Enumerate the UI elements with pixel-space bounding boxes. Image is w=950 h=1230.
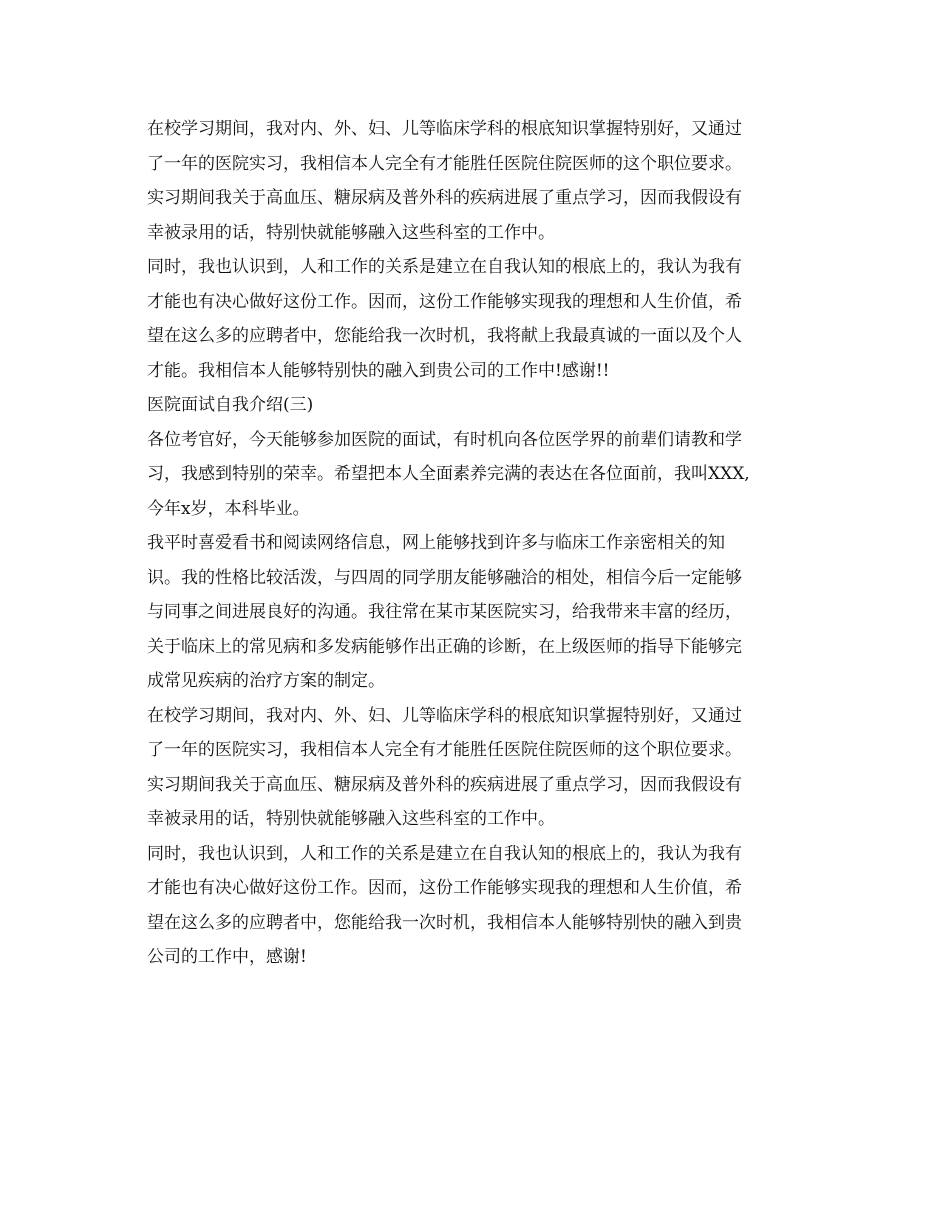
text-line: 今年x岁，本科毕业。 — [147, 498, 310, 519]
text-line: 识。我的性格比较活泼，与四周的同学朋友能够融洽的相处，相信今后一定能够 — [147, 567, 742, 588]
text-line: 成常见疾病的治疗方案的制定。 — [147, 671, 385, 691]
text-line: 同时，我也认识到，人和工作的关系是建立在自我认知的根底上的，我认为我有 — [147, 257, 742, 277]
text-line: 才能也有决心做好这份工作。因而，这份工作能够实现我的理想和人生价值，希 — [147, 878, 742, 898]
text-line: 关于临床上的常见病和多发病能够作出正确的诊断，在上级医师的指导下能够完 — [147, 636, 742, 657]
text-line: 同时，我也认识到，人和工作的关系是建立在自我认知的根底上的，我认为我有 — [147, 843, 742, 864]
text-line: 才能。我相信本人能够特别快的融入到贵公司的工作中!感谢!! — [147, 360, 610, 381]
text-line: 望在这么多的应聘者中，您能给我一次时机，我相信本人能够特别快的融入到贵 — [147, 912, 742, 933]
text-line: 幸被录用的话，特别快就能够融入这些科室的工作中。 — [147, 222, 555, 243]
text-line: 在校学习期间，我对内、外、妇、儿等临床学科的根底知识掌握特别好，又通过 — [147, 119, 742, 139]
text-line: 在校学习期间，我对内、外、妇、儿等临床学科的根底知识掌握特别好，又通过 — [147, 705, 742, 726]
text-line: 与同事之间进展良好的沟通。我往常在某市某医院实习，给我带来丰富的经历， — [147, 602, 742, 622]
text-line: 公司的工作中，感谢! — [147, 947, 307, 967]
text-line: 才能也有决心做好这份工作。因而，这份工作能够实现我的理想和人生价值，希 — [147, 291, 742, 312]
text-line: 了一年的医院实习，我相信本人完全有才能胜任医院住院医师的这个职位要求。 — [147, 153, 742, 174]
section-heading: 医院面试自我介绍(三) — [147, 395, 314, 415]
text-line: 幸被录用的话，特别快就能够融入这些科室的工作中。 — [147, 809, 555, 829]
text-line: 我平时喜爱看书和阅读网络信息，网上能够找到许多与临床工作亲密相关的知 — [147, 533, 725, 553]
text-line: 实习期间我关于高血压、糖尿病及普外科的疾病进展了重点学习，因而我假设有 — [147, 188, 742, 208]
text-line: 实习期间我关于高血压、糖尿病及普外科的疾病进展了重点学习，因而我假设有 — [147, 774, 742, 795]
text-line: 各位考官好，今天能够参加医院的面试，有时机向各位医学界的前辈们请教和学 — [147, 429, 742, 450]
document-body — [147, 112, 807, 975]
text-line: 了一年的医院实习，我相信本人完全有才能胜任医院住院医师的这个职位要求。 — [147, 740, 742, 760]
text-line: 望在这么多的应聘者中，您能给我一次时机，我将献上我最真诚的一面以及个人 — [147, 326, 742, 346]
text-line: 习，我感到特别的荣幸。希望把本人全面素养完满的表达在各位面前，我叫XXX, — [147, 464, 750, 484]
